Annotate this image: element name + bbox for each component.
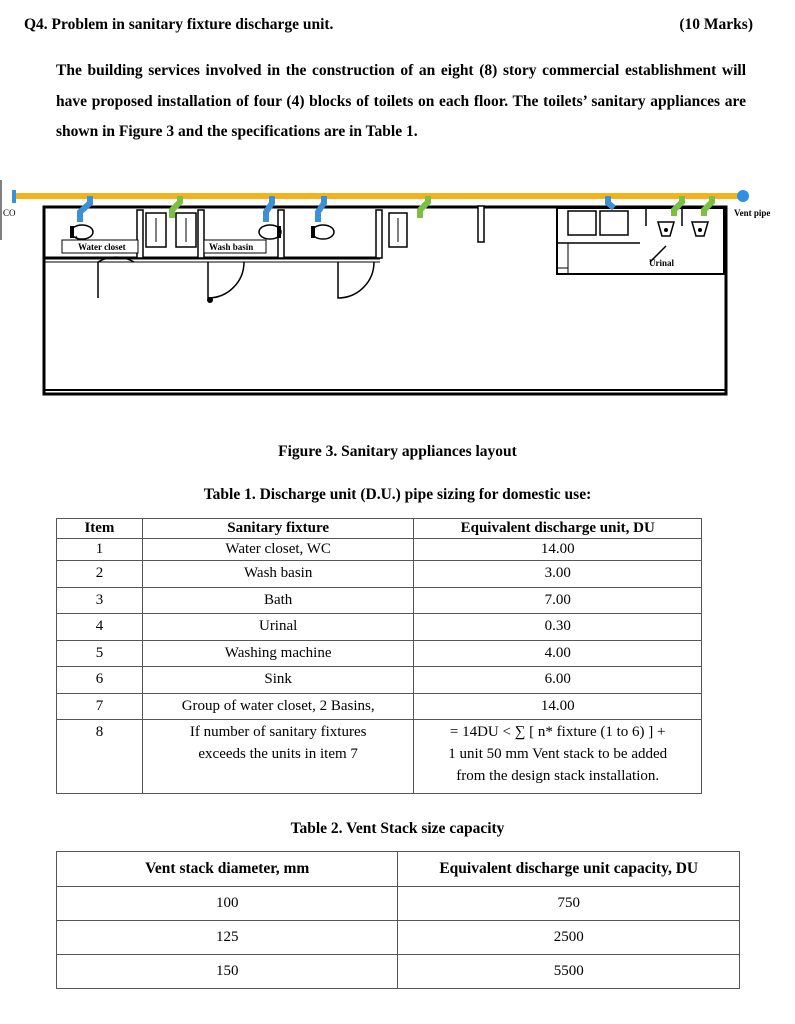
blue-pipe bbox=[266, 196, 272, 222]
row8-fixture-line: exceeds the units in item 7 bbox=[198, 746, 358, 762]
door-swing bbox=[208, 262, 244, 298]
header-du: Equivalent discharge unit, DU bbox=[414, 519, 702, 539]
question-marks: (10 Marks) bbox=[679, 16, 753, 33]
door-swing bbox=[98, 257, 134, 298]
blue-pipe bbox=[80, 196, 90, 222]
header-diameter: Vent stack diameter, mm bbox=[57, 852, 398, 887]
table-header-row bbox=[57, 852, 740, 887]
door-swing bbox=[338, 262, 374, 298]
vent-pipe-end bbox=[737, 190, 749, 202]
urinal-label: Urinal bbox=[649, 258, 675, 268]
water-closet-label: Water closet bbox=[78, 242, 126, 252]
water-closet-shape bbox=[70, 225, 93, 239]
partition bbox=[376, 210, 382, 258]
table-row: 7 Group of water closet, 2 Basins, 14.00 bbox=[57, 693, 702, 720]
table1-caption: Table 1. Discharge unit (D.U.) pipe sizing for domestic use: bbox=[203, 486, 592, 503]
blue-pipe bbox=[318, 196, 324, 222]
table-row: 150 5500 bbox=[57, 955, 740, 989]
table-row: 3 Bath 7.00 bbox=[57, 587, 702, 614]
urinal-shape bbox=[658, 222, 674, 236]
co-label: CO bbox=[3, 208, 16, 218]
urinal-shape bbox=[692, 222, 708, 236]
table-row: 2 Wash basin 3.00 bbox=[57, 561, 702, 588]
row8-du-line: 1 unit 50 mm Vent stack to be added bbox=[448, 746, 668, 762]
row8-du-line: = 14DU < ∑ [ n* fixture (1 to 6) ] + bbox=[449, 724, 666, 740]
table-header-row bbox=[57, 519, 702, 539]
figure-caption: Figure 3. Sanitary appliances layout bbox=[278, 443, 517, 460]
vent-pipe-label: Vent pipe bbox=[734, 208, 771, 218]
partition bbox=[198, 210, 204, 258]
table-row: 125 2500 bbox=[57, 921, 740, 955]
table2-caption: Table 2. Vent Stack size capacity bbox=[290, 820, 505, 837]
row8-fixture-line: If number of sanitary fixtures bbox=[189, 724, 367, 740]
green-pipe bbox=[420, 196, 428, 218]
wash-basin-label: Wash basin bbox=[209, 242, 254, 252]
question-title: Q4. Problem in sanitary fixture discharge unit. bbox=[24, 16, 334, 33]
water-closet-shape bbox=[311, 225, 334, 239]
row8-du-line: from the design stack installation. bbox=[456, 768, 660, 784]
table-row: 6 Sink 6.00 bbox=[57, 667, 702, 694]
table-row: 1 Water closet, WC 14.00 bbox=[57, 539, 702, 561]
table-row: 4 Urinal 0.30 bbox=[57, 614, 702, 641]
question-paragraph: The building services involved in the construction of an eight (8) story commercial establishment will have proposed installation of four (4) blocks of toilets on each floor. The toilets’ sanitary appliances are shown in Figure 3 and the specifications are in Table 1. bbox=[56, 62, 746, 140]
discharge-unit-table bbox=[56, 518, 702, 794]
header-capacity: Equivalent discharge unit capacity, DU bbox=[398, 852, 740, 887]
table-row: 8 If number of sanitary fixtures exceeds the units in item 7 = 14DU < ∑ [ n* fixture (1 to 6) ] + 1 unit 50 mm Vent stack to be added from the design stack installation. bbox=[57, 720, 702, 794]
water-closet-shape bbox=[259, 225, 281, 239]
table-row: 100 750 bbox=[57, 887, 740, 921]
table-row: 5 Washing machine 4.00 bbox=[57, 640, 702, 667]
sanitary-layout-figure bbox=[0, 180, 795, 420]
vent-stack-table bbox=[56, 851, 740, 989]
header-item: Item bbox=[57, 519, 143, 539]
header-fixture: Sanitary fixture bbox=[142, 519, 414, 539]
